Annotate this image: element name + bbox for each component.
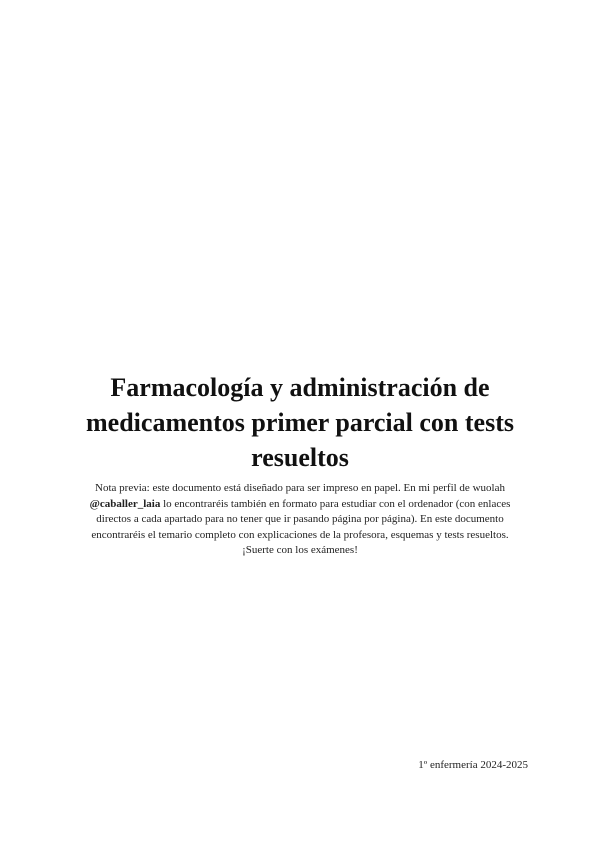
- course-footer: 1º enfermería 2024-2025: [418, 759, 528, 771]
- preliminary-note: [80, 481, 520, 559]
- note-text-end: lo encontraréis también en formato para estudiar con el ordenador (con enlaces directos a cada apartado para no tener que ir pasando página por página). En este documento encontraréis el temario completo con explicaciones de la profesora, esquemas y tests resueltos. ¡Suerte con los exámenes!: [91, 497, 511, 556]
- document-title: Farmacología y administración de medicamentos primer parcial con tests resueltos: [86, 373, 514, 472]
- note-text-start: Nota previa: este documento está diseñado para ser impreso en papel. En mi perfil de wuolah: [95, 482, 505, 494]
- author-handle: @caballer_laia: [89, 497, 161, 510]
- cover-block: [60, 370, 540, 559]
